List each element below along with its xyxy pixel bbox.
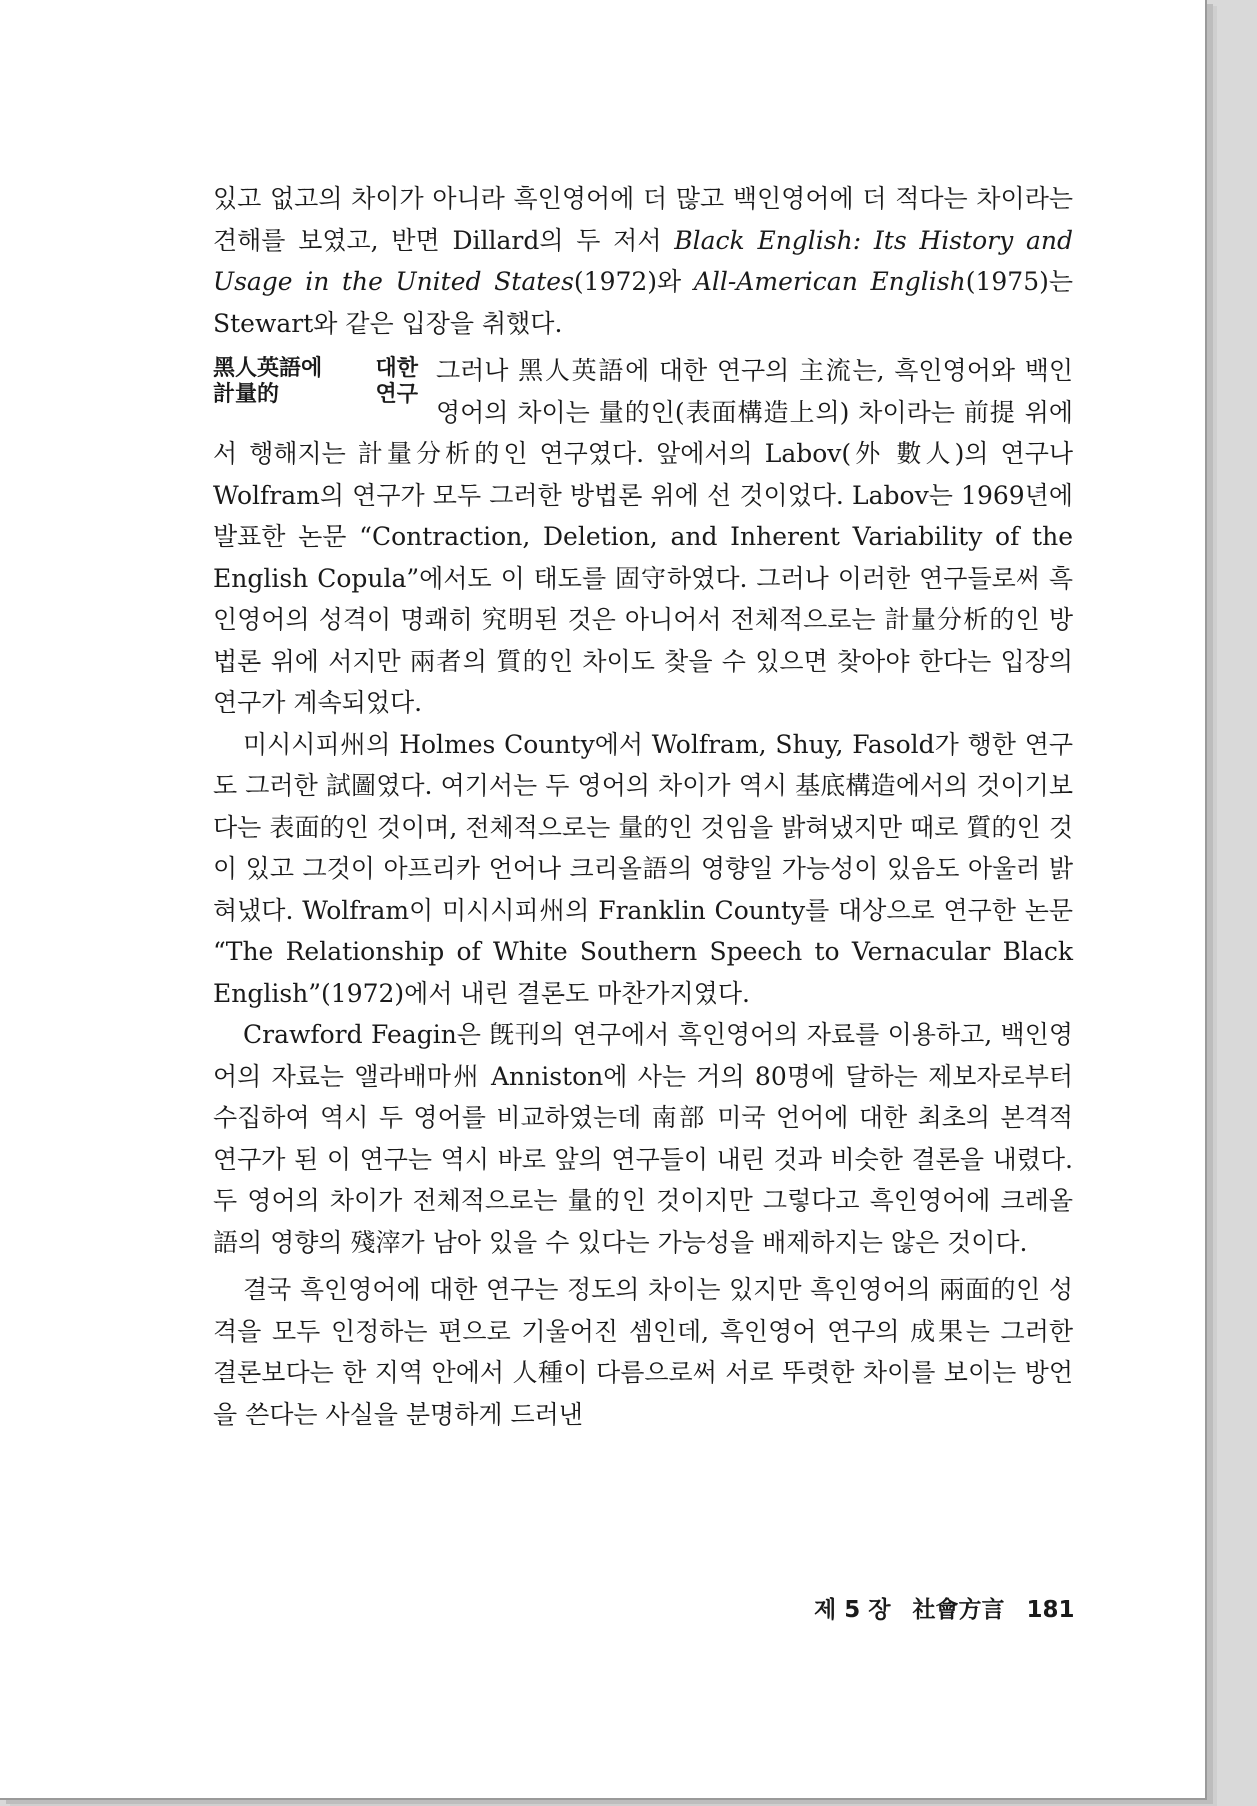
side-heading: [213, 356, 418, 408]
side-heading-line-1: [213, 356, 418, 382]
paragraph-2: 그러나 黑人英語에 대한 연구의 主流는, 흑인영어와 백인영어의 차이는 量的인(表面構造上의) 차이라는 前提 위에서 행해지는 計量分析的인 연구였다. 앞에서의 Labov(外 數人)의 연구나 Wolfram의 연구가 모두 그러한 방법론 위에 선 것이었다. Labov는 1969년에 발표한 논문 “Contraction, Deletion, and Inherent Variability of the English Copula”에서도 이 태도를 固守하였다. 그러나 이러한 연구들로써 흑인영어의 성격이 명쾌히 究明된 것은 아니어서 전체적으로는 計量分析的인 방법론 위에 서지만 兩者의 質的인 차이도 찾을 수 있으면 찾아야 한다는 입장의 연구가 계속되었다.: [213, 356, 1073, 717]
paragraph-1-text-c: (1975)는 Stewart와 같은 입장을 취했다.: [213, 267, 1073, 338]
sidehead-section: [213, 350, 1073, 724]
paragraph-5: 결국 흑인영어에 대한 연구는 정도의 차이는 있지만 흑인영어의 兩面的인 성격을 모두 인정하는 편으로 기울어진 셈인데, 흑인영어 연구의 成果는 그러한 결론보다는 한 지역 안에서 人種이 다름으로써 서로 뚜렷한 차이를 보이는 방언을 쓴다는 사실을 분명하게 드러낸: [213, 1275, 1073, 1429]
book-title-all-american-english: All-American English: [693, 267, 966, 296]
page-number: 181: [1026, 1597, 1075, 1623]
paragraph-3: 미시시피州의 Holmes County에서 Wolfram, Shuy, Fasold가 행한 연구도 그러한 試圖였다. 여기서는 두 영어의 차이가 역시 基底構造에서의 것이기보다는 表面的인 것이며, 전체적으로는 量的인 것임을 밝혀냈지만 때로 質的인 것이 있고 그것이 아프리카 언어나 크리올語의 영향일 가능성이 있음도 아울러 밝혀냈다. Wolfram이 미시시피州의 Franklin County를 대상으로 연구한 논문 “The Relationship of White Southern Speech to Vernacular Black English”(1972)에서 내린 결론도 마찬가지였다.: [213, 729, 1073, 1008]
side-heading-word: 연구: [375, 382, 418, 407]
side-heading-word: 대한: [375, 356, 418, 381]
page-footer: [800, 1591, 1075, 1624]
paragraph-1-text-a: 있고 없고의 차이가 아니라 흑인영어에 더 많고 백인영어에 더 적다는 차이라는 견해를 보였고, 반면 Dillard의 두 저서: [213, 184, 1073, 255]
side-heading-word: 黑人英語에: [213, 356, 323, 381]
side-heading-word: 計量的: [213, 382, 280, 407]
footer-section-title: 社會方言: [912, 1597, 1005, 1623]
body-text: [213, 178, 1073, 1435]
paragraph-4: Crawford Feagin은 旣刊의 연구에서 흑인영어의 자료를 이용하고, 백인영어의 자료는 앨라배마州 Anniston에 사는 거의 80명에 달하는 제보자로부터 수집하여 역시 두 영어를 비교하였는데 南部 미국 언어에 대한 최초의 본격적 연구가 된 이 연구는 역시 바로 앞의 연구들이 내린 것과 비슷한 결론을 내렸다. 두 영어의 차이가 전체적으로는 量的인 것이지만 그렇다고 흑인영어에 크레올語의 영향의 殘滓가 남아 있을 수 있다는 가능성을 배제하지는 않은 것이다.: [213, 1020, 1073, 1257]
paragraph-1: [213, 178, 1073, 344]
side-heading-line-2: [213, 382, 418, 408]
book-title-black-english: Black English: Its History and Usage in the United States: [213, 225, 1073, 296]
footer-chapter: 제 5 장: [814, 1597, 891, 1623]
paragraph-1-text-b: (1972)와: [573, 267, 694, 296]
